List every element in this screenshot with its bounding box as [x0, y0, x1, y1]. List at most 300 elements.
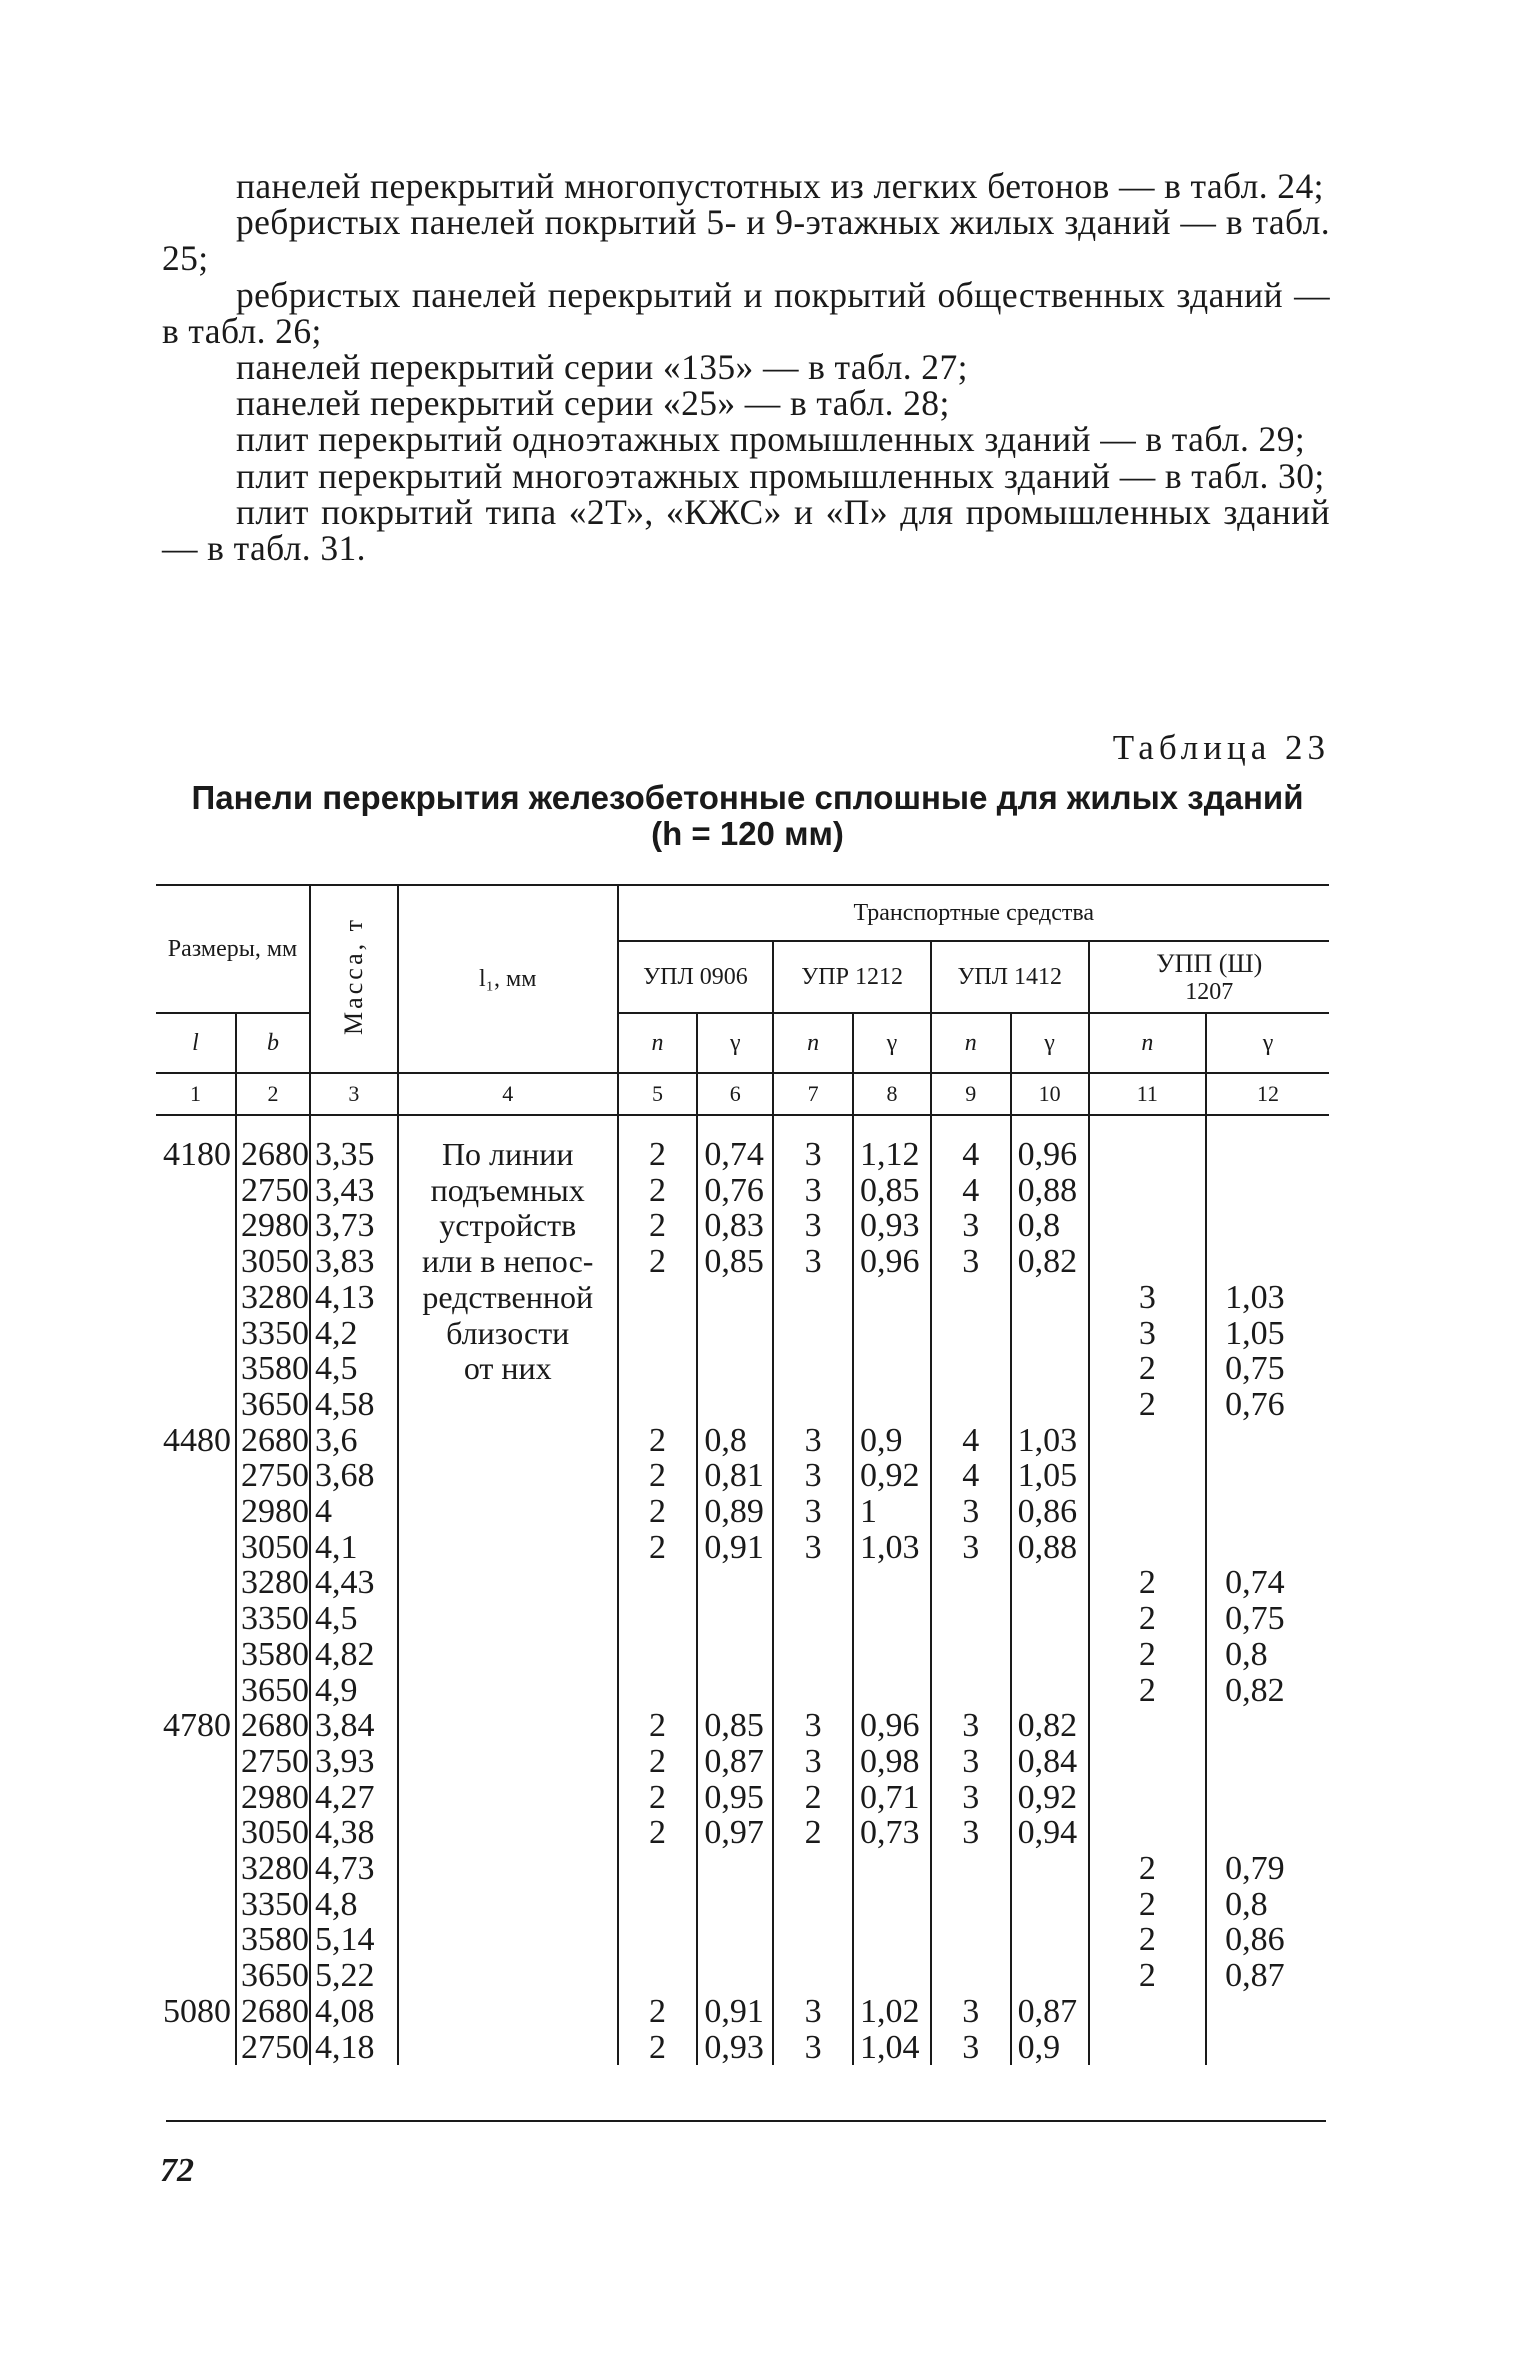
cell-upl1412-gamma: [1011, 1351, 1089, 1387]
header-mass: [310, 885, 398, 1073]
cell-upp1207-gamma: 0,75: [1206, 1351, 1329, 1387]
cell-mass: 3,83: [310, 1244, 398, 1280]
cell-upl1412-gamma: 0,82: [1011, 1708, 1089, 1744]
cell-upr1212-gamma: 0,98: [853, 1744, 931, 1780]
cell-upr1212-n: [773, 1887, 853, 1923]
cell-upp1207-gamma: 0,75: [1206, 1601, 1329, 1637]
cell-upp1207-n: 3: [1089, 1280, 1207, 1316]
cell-upl0906-n: 2: [618, 1173, 698, 1209]
cell-upl0906-n: 2: [618, 1208, 698, 1244]
page-number: 72: [160, 2152, 194, 2189]
l1-note-line: устройств: [439, 1207, 577, 1244]
cell-upl0906-n: [618, 1922, 698, 1958]
cell-width: 3650: [236, 1673, 310, 1709]
cell-upp1207-gamma: [1206, 1244, 1329, 1280]
cell-upp1207-n: [1089, 2030, 1207, 2066]
header-n: n: [773, 1013, 853, 1073]
table-row: [156, 1744, 1329, 1780]
table-row: [156, 1280, 1329, 1316]
cell-upl1412-n: 3: [931, 1494, 1011, 1530]
cell-upl0906-n: 2: [618, 1423, 698, 1459]
cell-upp1207-n: 2: [1089, 1958, 1207, 1994]
cell-upl1412-gamma: [1011, 1387, 1089, 1423]
cell-upl1412-gamma: 0,9: [1011, 2030, 1089, 2066]
cell-length: 4180: [162, 1136, 231, 1173]
cell-upl0906-gamma: 0,89: [697, 1494, 773, 1530]
cell-upp1207-gamma: [1206, 1815, 1329, 1851]
cell-upl0906-n: [618, 1637, 698, 1673]
cell-upl1412-gamma: [1011, 1565, 1089, 1601]
l1-note-line: или в непос-: [422, 1243, 594, 1280]
table-row: [156, 1351, 1329, 1387]
header-upr1212: УПР 1212: [773, 941, 931, 1013]
column-number: 12: [1206, 1073, 1329, 1115]
cell-upr1212-n: [773, 1280, 853, 1316]
cell-mass: 4: [310, 1494, 398, 1530]
table-row: [156, 2030, 1329, 2066]
cell-upr1212-gamma: [853, 1887, 931, 1923]
intro-line: плит перекрытий одноэтажных промышленных зданий — в табл. 29;: [236, 419, 1306, 460]
cell-upl1412-gamma: 0,94: [1011, 1815, 1089, 1851]
table-row: [156, 1387, 1329, 1423]
cell-upl1412-gamma: 0,84: [1011, 1744, 1089, 1780]
intro-line: панелей перекрытий серии «135» — в табл. 27;: [236, 347, 968, 388]
cell-upl1412-n: 3: [931, 1994, 1011, 2030]
cell-upp1207-gamma: [1206, 2030, 1329, 2066]
header-l1: l₁, мм: [398, 885, 618, 1073]
cell-length: [156, 1351, 236, 1387]
cell-upr1212-n: 3: [773, 1530, 853, 1566]
cell-length: [156, 1958, 236, 1994]
cell-upr1212-gamma: [853, 1637, 931, 1673]
cell-mass: 4,43: [310, 1565, 398, 1601]
cell-upr1212-gamma: [853, 1351, 931, 1387]
cell-upl1412-gamma: 1,03: [1011, 1423, 1089, 1459]
cell-upr1212-n: 3: [773, 1994, 853, 2030]
cell-upl1412-gamma: [1011, 1851, 1089, 1887]
table-row: [156, 1530, 1329, 1566]
table-row: [156, 1601, 1329, 1637]
cell-upl1412-gamma: [1011, 1673, 1089, 1709]
cell-mass: 4,18: [310, 2030, 398, 2066]
cell-upl0906-gamma: [697, 1922, 773, 1958]
cell-mass: 4,08: [310, 1994, 398, 2030]
cell-upp1207-gamma: [1206, 1458, 1329, 1494]
cell-upr1212-n: 3: [773, 1708, 853, 1744]
cell-upl0906-n: [618, 1958, 698, 1994]
cell-upp1207-gamma: 0,79: [1206, 1851, 1329, 1887]
cell-upp1207-n: [1089, 1173, 1207, 1209]
cell-upl1412-n: [931, 1673, 1011, 1709]
cell-upl0906-gamma: 0,85: [697, 1244, 773, 1280]
cell-upr1212-gamma: [853, 1387, 931, 1423]
cell-upl1412-gamma: [1011, 1316, 1089, 1352]
cell-upr1212-gamma: 1,02: [853, 1994, 931, 2030]
cell-upl0906-gamma: 0,87: [697, 1744, 773, 1780]
cell-upl1412-gamma: 0,88: [1011, 1173, 1089, 1209]
cell-upl0906-gamma: 0,91: [697, 1530, 773, 1566]
cell-upl0906-gamma: [697, 1637, 773, 1673]
cell-upl1412-n: 3: [931, 1744, 1011, 1780]
cell-upl0906-n: 2: [618, 1708, 698, 1744]
table-row: [156, 1673, 1329, 1709]
cell-upl1412-n: [931, 1887, 1011, 1923]
cell-length: [156, 1316, 236, 1352]
cell-upr1212-n: [773, 1922, 853, 1958]
cell-upl0906-n: [618, 1673, 698, 1709]
cell-upr1212-gamma: 1,04: [853, 2030, 931, 2066]
cell-upl1412-gamma: 0,96: [1011, 1137, 1089, 1173]
cell-upp1207-gamma: [1206, 1494, 1329, 1530]
cell-upr1212-gamma: 1: [853, 1494, 931, 1530]
cell-mass: 4,13: [310, 1280, 398, 1316]
table-row: [156, 1994, 1329, 2030]
cell-upr1212-n: 3: [773, 1744, 853, 1780]
cell-width: 2980: [236, 1780, 310, 1816]
cell-upl1412-gamma: 0,82: [1011, 1244, 1089, 1280]
cell-upp1207-n: [1089, 1530, 1207, 1566]
table-body: [156, 1115, 1329, 2065]
cell-length: [156, 1280, 236, 1316]
header-mass-label: Масса, т: [338, 916, 368, 1035]
cell-upl1412-n: 3: [931, 1530, 1011, 1566]
cell-upl0906-gamma: [697, 1958, 773, 1994]
cell-upr1212-n: 3: [773, 1458, 853, 1494]
cell-upl0906-n: 2: [618, 1494, 698, 1530]
table-row: [156, 1494, 1329, 1530]
cell-width: 3580: [236, 1922, 310, 1958]
cell-width: 2680: [236, 1137, 310, 1173]
cell-width: 3580: [236, 1351, 310, 1387]
intro-line: панелей перекрытий серии «25» — в табл. 28;: [236, 383, 950, 424]
cell-upl1412-n: 3: [931, 2030, 1011, 2066]
cell-length: [156, 1922, 236, 1958]
cell-upr1212-n: [773, 1565, 853, 1601]
cell-width: 3280: [236, 1851, 310, 1887]
cell-upr1212-gamma: 0,73: [853, 1815, 931, 1851]
cell-mass: 3,93: [310, 1744, 398, 1780]
cell-upp1207-gamma: [1206, 1208, 1329, 1244]
table-title: [160, 780, 1335, 852]
cell-upp1207-n: 2: [1089, 1887, 1207, 1923]
cell-upp1207-gamma: 0,82: [1206, 1673, 1329, 1709]
cell-length: [156, 1494, 236, 1530]
cell-upr1212-n: [773, 1851, 853, 1887]
cell-upr1212-gamma: 0,93: [853, 1208, 931, 1244]
cell-upl1412-gamma: 1,05: [1011, 1458, 1089, 1494]
cell-upr1212-gamma: [853, 1673, 931, 1709]
l1-note: [398, 1137, 618, 2065]
l1-note-line: от них: [463, 1350, 552, 1387]
cell-upl0906-n: [618, 1316, 698, 1352]
cell-width: 3050: [236, 1815, 310, 1851]
cell-upl1412-n: 4: [931, 1137, 1011, 1173]
table-title-line: Панели перекрытия железобетонные сплошные для жилых зданий: [191, 779, 1304, 816]
cell-width: 2750: [236, 1458, 310, 1494]
cell-upr1212-n: 3: [773, 1423, 853, 1459]
cell-mass: 5,14: [310, 1922, 398, 1958]
cell-width: 3650: [236, 1387, 310, 1423]
cell-upr1212-gamma: 0,71: [853, 1780, 931, 1816]
cell-upl0906-n: 2: [618, 1244, 698, 1280]
table-row: [156, 1208, 1329, 1244]
cell-upr1212-n: 3: [773, 1137, 853, 1173]
cell-upp1207-n: [1089, 1708, 1207, 1744]
cell-upr1212-gamma: 0,9: [853, 1423, 931, 1459]
cell-upl1412-n: [931, 1958, 1011, 1994]
table-row: [156, 1316, 1329, 1352]
header-n: n: [1089, 1013, 1207, 1073]
cell-upl1412-n: [931, 1280, 1011, 1316]
column-number: 9: [931, 1073, 1011, 1115]
column-number: 8: [853, 1073, 931, 1115]
intro-line: плит перекрытий многоэтажных промышленных зданий — в табл. 30;: [236, 455, 1325, 496]
table-row: [156, 1565, 1329, 1601]
cell-upr1212-gamma: [853, 1601, 931, 1637]
cell-upr1212-gamma: [853, 1280, 931, 1316]
cell-width: 3350: [236, 1316, 310, 1352]
cell-upr1212-gamma: 1,12: [853, 1137, 931, 1173]
table-caption: Таблица 23: [1112, 728, 1330, 767]
cell-upr1212-n: [773, 1351, 853, 1387]
cell-upl1412-n: [931, 1922, 1011, 1958]
column-number: 10: [1011, 1073, 1089, 1115]
cell-upl1412-n: 3: [931, 1208, 1011, 1244]
cell-upp1207-n: [1089, 1208, 1207, 1244]
cell-upl1412-gamma: 0,86: [1011, 1494, 1089, 1530]
header-upp1207-code: 1207: [1185, 978, 1234, 1005]
cell-upr1212-n: 3: [773, 1208, 853, 1244]
cell-upl0906-gamma: 0,76: [697, 1173, 773, 1209]
header-upl1412: УПЛ 1412: [931, 941, 1089, 1013]
cell-upl0906-gamma: 0,85: [697, 1708, 773, 1744]
table-row: [156, 1423, 1329, 1459]
table-row: [156, 1458, 1329, 1494]
cell-mass: 3,73: [310, 1208, 398, 1244]
cell-upp1207-gamma: [1206, 1780, 1329, 1816]
cell-upl1412-gamma: [1011, 1922, 1089, 1958]
cell-length: [156, 1387, 236, 1423]
cell-upl1412-gamma: 0,87: [1011, 1994, 1089, 2030]
header-l: l: [192, 1029, 199, 1056]
cell-upl0906-gamma: 0,91: [697, 1994, 773, 2030]
cell-length: [156, 2030, 236, 2066]
cell-upl1412-gamma: [1011, 1958, 1089, 1994]
header-n: n: [618, 1013, 698, 1073]
cell-upl1412-gamma: [1011, 1637, 1089, 1673]
cell-width: 3050: [236, 1530, 310, 1566]
cell-upp1207-gamma: 0,86: [1206, 1922, 1329, 1958]
cell-upl0906-gamma: 0,83: [697, 1208, 773, 1244]
cell-mass: 3,35: [310, 1137, 398, 1173]
cell-upl0906-n: [618, 1387, 698, 1423]
table-row: [156, 1708, 1329, 1744]
cell-upl1412-n: [931, 1351, 1011, 1387]
cell-upr1212-n: 3: [773, 1494, 853, 1530]
cell-mass: 4,2: [310, 1316, 398, 1352]
cell-width: 2980: [236, 1494, 310, 1530]
cell-upl1412-n: 3: [931, 1708, 1011, 1744]
cell-upr1212-n: 3: [773, 1244, 853, 1280]
cell-upp1207-gamma: 0,74: [1206, 1565, 1329, 1601]
table-row: [156, 1851, 1329, 1887]
cell-upl0906-gamma: 0,8: [697, 1423, 773, 1459]
cell-upl0906-n: [618, 1280, 698, 1316]
cell-upl0906-n: 2: [618, 1994, 698, 2030]
cell-width: 3350: [236, 1887, 310, 1923]
cell-upl0906-gamma: [697, 1351, 773, 1387]
cell-upr1212-gamma: [853, 1851, 931, 1887]
cell-upr1212-gamma: [853, 1316, 931, 1352]
cell-upr1212-n: 2: [773, 1815, 853, 1851]
cell-upl0906-n: 2: [618, 1458, 698, 1494]
cell-upl1412-n: [931, 1851, 1011, 1887]
cell-upl1412-gamma: 0,8: [1011, 1208, 1089, 1244]
cell-mass: 4,58: [310, 1387, 398, 1423]
cell-upp1207-gamma: [1206, 1173, 1329, 1209]
cell-upl0906-n: 2: [618, 1530, 698, 1566]
cell-upl0906-gamma: [697, 1673, 773, 1709]
cell-upl1412-gamma: [1011, 1887, 1089, 1923]
cell-length: [156, 1601, 236, 1637]
cell-length: [156, 1637, 236, 1673]
table-row: [156, 1958, 1329, 1994]
cell-length: [156, 1673, 236, 1709]
intro-line: ребристых панелей покрытий 5- и 9-этажных жилых зданий — в табл. 25;: [162, 202, 1330, 279]
cell-mass: 3,6: [310, 1423, 398, 1459]
cell-upp1207-n: 2: [1089, 1851, 1207, 1887]
cell-length: [156, 1851, 236, 1887]
l1-note-line: редственной: [422, 1278, 594, 1315]
cell-upl1412-gamma: 0,92: [1011, 1780, 1089, 1816]
cell-width: 3350: [236, 1601, 310, 1637]
cell-upl0906-n: [618, 1851, 698, 1887]
intro-text: [162, 166, 1330, 569]
cell-upl0906-n: 2: [618, 1780, 698, 1816]
cell-upl0906-gamma: 0,81: [697, 1458, 773, 1494]
cell-upp1207-n: 2: [1089, 1387, 1207, 1423]
table-row: [156, 1137, 1329, 1173]
cell-upl0906-gamma: [697, 1387, 773, 1423]
cell-upp1207-n: [1089, 1780, 1207, 1816]
cell-upp1207-gamma: 0,76: [1206, 1387, 1329, 1423]
cell-upl0906-gamma: [697, 1565, 773, 1601]
cell-upl0906-n: [618, 1887, 698, 1923]
l1-note-line: подъемных: [430, 1171, 585, 1208]
cell-upp1207-n: [1089, 1244, 1207, 1280]
cell-upp1207-gamma: [1206, 1994, 1329, 2030]
cell-width: 3050: [236, 1244, 310, 1280]
cell-upl1412-n: 4: [931, 1423, 1011, 1459]
header-upp1207-name: УПП (Ш): [1156, 948, 1263, 978]
header-b: b: [236, 1013, 310, 1073]
cell-upp1207-n: 2: [1089, 1637, 1207, 1673]
cell-upr1212-n: [773, 1601, 853, 1637]
cell-upp1207-n: 2: [1089, 1922, 1207, 1958]
header-gamma: γ: [1011, 1013, 1089, 1073]
cell-upr1212-gamma: 0,92: [853, 1458, 931, 1494]
table-bottom-rule: [166, 2120, 1326, 2122]
cell-mass: 3,68: [310, 1458, 398, 1494]
cell-upr1212-n: 3: [773, 2030, 853, 2066]
table-row: [156, 1922, 1329, 1958]
column-number: 11: [1089, 1073, 1207, 1115]
cell-upl1412-n: 3: [931, 1780, 1011, 1816]
spacer-row: [156, 1115, 1329, 1137]
cell-width: 2680: [236, 1423, 310, 1459]
column-number: 6: [697, 1073, 773, 1115]
cell-width: 2680: [236, 1994, 310, 2030]
cell-upp1207-n: 2: [1089, 1351, 1207, 1387]
table-row: [156, 1887, 1329, 1923]
header-n: n: [931, 1013, 1011, 1073]
table-row: [156, 1637, 1329, 1673]
cell-upl0906-n: 2: [618, 1137, 698, 1173]
cell-mass: 3,43: [310, 1173, 398, 1209]
column-number: 2: [236, 1073, 310, 1115]
cell-upr1212-gamma: [853, 1565, 931, 1601]
cell-upl0906-gamma: 0,97: [697, 1815, 773, 1851]
cell-upp1207-gamma: [1206, 1744, 1329, 1780]
cell-upl1412-gamma: [1011, 1280, 1089, 1316]
cell-upp1207-gamma: [1206, 1708, 1329, 1744]
cell-width: 2980: [236, 1208, 310, 1244]
cell-upl0906-gamma: 0,95: [697, 1780, 773, 1816]
cell-upp1207-gamma: 0,87: [1206, 1958, 1329, 1994]
header-upl0906: УПЛ 0906: [618, 941, 774, 1013]
cell-upr1212-gamma: 0,96: [853, 1244, 931, 1280]
cell-upl1412-n: 3: [931, 1815, 1011, 1851]
cell-upl1412-n: [931, 1601, 1011, 1637]
cell-upl1412-n: [931, 1387, 1011, 1423]
cell-upr1212-gamma: 0,96: [853, 1708, 931, 1744]
cell-upp1207-n: [1089, 1994, 1207, 2030]
cell-upp1207-n: 2: [1089, 1673, 1207, 1709]
intro-line: ребристых панелей перекрытий и покрытий общественных зданий — в табл. 26;: [162, 274, 1330, 351]
cell-mass: 3,84: [310, 1708, 398, 1744]
cell-upl0906-gamma: [697, 1851, 773, 1887]
cell-length: [156, 1887, 236, 1923]
cell-width: 3280: [236, 1565, 310, 1601]
cell-length: [156, 1565, 236, 1601]
cell-mass: 4,27: [310, 1780, 398, 1816]
cell-upr1212-n: [773, 1637, 853, 1673]
cell-width: 3580: [236, 1637, 310, 1673]
table-title-subline: (h = 120 мм): [651, 815, 844, 852]
cell-length: [156, 1530, 236, 1566]
cell-mass: 5,22: [310, 1958, 398, 1994]
cell-width: 2750: [236, 1744, 310, 1780]
cell-width: 2750: [236, 2030, 310, 2066]
cell-upp1207-gamma: 1,05: [1206, 1316, 1329, 1352]
header-sizes: Размеры, мм: [156, 885, 310, 1013]
cell-upr1212-n: [773, 1387, 853, 1423]
cell-upl0906-n: 2: [618, 1815, 698, 1851]
column-number: 4: [398, 1073, 618, 1115]
cell-upl0906-n: [618, 1601, 698, 1637]
cell-upl0906-gamma: 0,74: [697, 1137, 773, 1173]
cell-mass: 4,1: [310, 1530, 398, 1566]
cell-mass: 4,38: [310, 1815, 398, 1851]
column-number: 7: [773, 1073, 853, 1115]
column-number: 1: [156, 1073, 236, 1115]
cell-upl1412-n: 4: [931, 1458, 1011, 1494]
cell-upr1212-gamma: [853, 1958, 931, 1994]
intro-line: плит покрытий типа «2Т», «КЖС» и «П» для промышленных зданий — в табл. 31.: [162, 491, 1330, 569]
l1-note-line: По линии: [441, 1136, 574, 1172]
cell-mass: 4,9: [310, 1673, 398, 1709]
cell-upl0906-n: 2: [618, 1744, 698, 1780]
